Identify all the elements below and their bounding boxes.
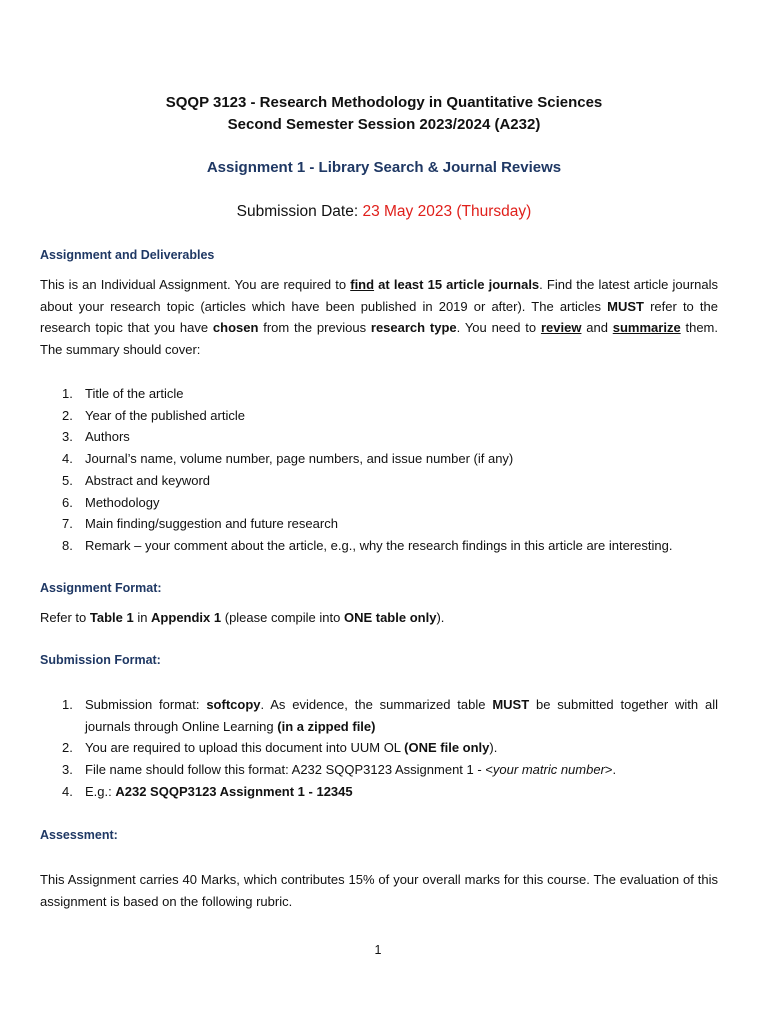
list-number: 8. — [62, 537, 73, 553]
text-run: ). — [436, 610, 445, 625]
list-number: 4. — [62, 451, 73, 467]
deliverables-paragraph — [40, 274, 718, 360]
emph-find: find — [350, 277, 375, 292]
list-text: Title of the article — [85, 386, 184, 401]
list-number: 3. — [62, 429, 73, 445]
assignment-title: Assignment 1 - Library Search & Journal Reviews — [206, 159, 562, 176]
list-text: Authors — [85, 429, 130, 445]
text-run: and — [581, 320, 613, 336]
text-run: . As evidence, the summarized table — [260, 697, 493, 712]
deliverables-heading: Assignment and Deliverables — [40, 248, 215, 262]
emph-summarize: summarize — [612, 320, 681, 336]
list-text: Remark – your comment about the article, e.g., why the research findings in this article are interesting. — [85, 537, 673, 553]
submission-date: 23 May 2023 (Thursday) — [362, 203, 532, 220]
course-title: SQQP 3123 - Research Methodology in Quantitative Sciences — [165, 94, 603, 111]
list-number: 7. — [62, 516, 73, 532]
text-run: Refer to — [40, 610, 90, 625]
list-number: 4. — [62, 783, 73, 799]
list-item — [40, 426, 730, 448]
list-number: 5. — [62, 472, 73, 488]
emph-review: review — [540, 320, 582, 336]
text-run: File name should follow this format: A232 SQQP3123 Assignment 1 - < — [85, 762, 493, 778]
text-run: . You need to — [456, 320, 541, 336]
text-run: This is an Individual Assignment. You are required to — [40, 277, 351, 292]
submission-list — [40, 694, 718, 803]
list-item — [40, 694, 718, 737]
list-item — [40, 492, 730, 514]
text-run: Submission format: — [85, 697, 207, 712]
emph-article-count: at least 15 article journals — [374, 277, 540, 292]
text-run: . Find the latest article journals about your research topic (articles which have been published in 2019 or after). The articles — [40, 277, 719, 314]
list-text: Methodology — [85, 494, 160, 510]
emph-research-type: research type — [370, 320, 457, 336]
text-run: >. — [604, 762, 617, 778]
format-paragraph — [40, 607, 718, 629]
summary-items-list — [40, 383, 730, 557]
list-text: Abstract and keyword — [85, 472, 211, 488]
text-run: be submitted together with all journals through Online Learning — [85, 697, 718, 734]
list-item — [40, 448, 730, 470]
emph-must: MUST — [607, 298, 644, 314]
emph-chosen: chosen — [212, 320, 259, 336]
list-number: 2. — [62, 740, 73, 756]
list-item — [40, 470, 730, 492]
submission-date-label: Submission Date: — [236, 203, 363, 220]
format-heading: Assignment Format: — [40, 581, 162, 595]
text-run: ). — [489, 740, 498, 756]
list-text: Main finding/suggestion and future research — [85, 516, 338, 532]
emph-matric: your matric number — [492, 762, 605, 778]
assessment-paragraph: This Assignment carries 40 Marks, which contributes 15% of your overall marks for this course. The evaluation of this assignment is based on the following rubric. — [40, 872, 718, 909]
list-number: 1. — [62, 697, 73, 712]
emph-table: Table 1 — [89, 610, 134, 625]
list-item — [40, 383, 730, 405]
list-number: 3. — [62, 762, 73, 778]
page-number: 1 — [374, 943, 382, 957]
assessment-heading: Assessment: — [40, 828, 118, 842]
list-number: 1. — [62, 386, 73, 401]
emph-one-file: (ONE file only — [404, 740, 490, 756]
list-number: 2. — [62, 407, 73, 423]
emph-appendix: Appendix 1 — [151, 610, 222, 625]
emph-softcopy: softcopy — [206, 697, 261, 712]
submission-heading: Submission Format: — [40, 653, 161, 667]
emph-one-table: ONE table only — [343, 610, 437, 625]
text-run: them. The summary should cover: — [40, 320, 718, 357]
submission-date-line — [0, 203, 768, 221]
list-item — [40, 759, 718, 781]
text-run: E.g.: — [85, 783, 116, 799]
list-item — [40, 737, 718, 759]
emph-example: A232 SQQP3123 Assignment 1 - 12345 — [115, 783, 353, 799]
text-run: in — [133, 610, 152, 625]
text-run: refer to the research topic that you have — [40, 298, 718, 336]
emph-zipped: (in a zipped file) — [277, 718, 376, 734]
emph-must: MUST — [492, 697, 530, 712]
list-text: Year of the published article — [85, 407, 245, 423]
list-text: Journal’s name, volume number, page numbers, and issue number (if any) — [85, 451, 514, 467]
semester-title: Second Semester Session 2023/2024 (A232) — [227, 116, 541, 133]
list-item — [40, 405, 730, 427]
text-run: You are required to upload this document into UUM OL — [85, 740, 405, 756]
list-item — [40, 513, 730, 535]
list-item — [40, 781, 718, 803]
list-number: 6. — [62, 494, 73, 510]
text-run: (please compile into — [221, 610, 344, 625]
text-run: from the previous — [258, 320, 371, 336]
list-item — [40, 535, 730, 557]
